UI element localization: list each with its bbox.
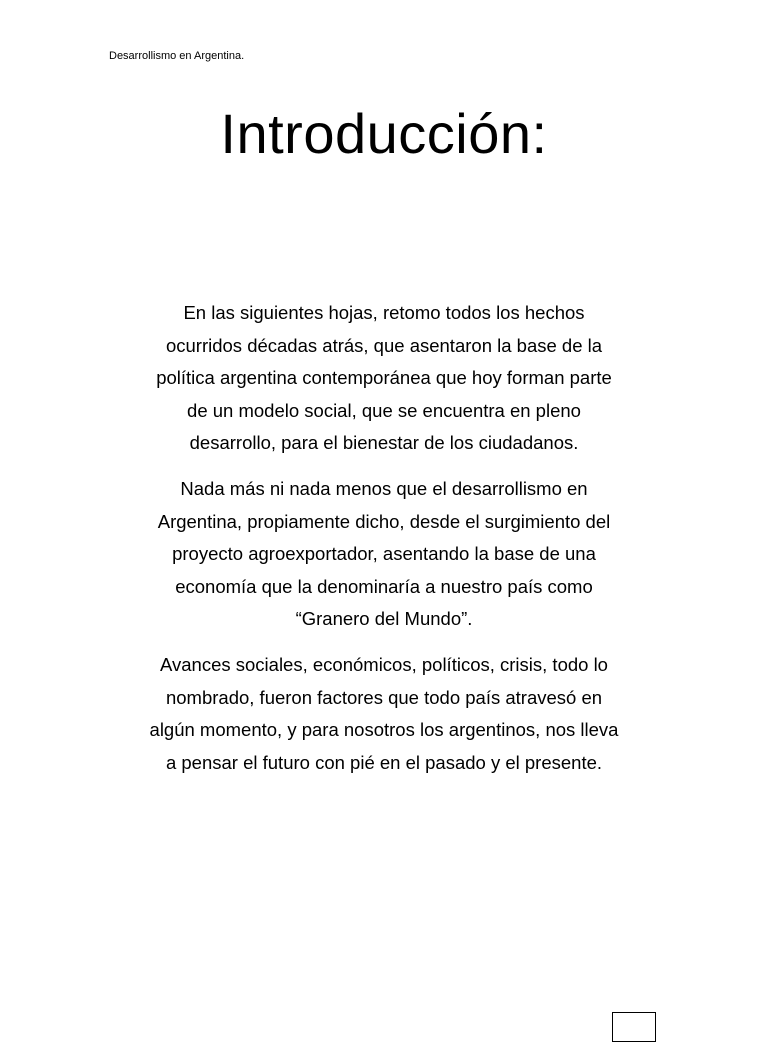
paragraph-line: a pensar el futuro con pié en el pasado y el presente. xyxy=(165,751,603,773)
paragraph-line: de un modelo social, que se encuentra en pleno xyxy=(187,399,581,421)
paragraph-2 xyxy=(112,473,656,636)
paragraph-1 xyxy=(112,297,656,460)
paragraph-line: Avances sociales, económicos, políticos, crisis, todo lo xyxy=(160,653,608,675)
page-title: Introducción: xyxy=(220,102,548,165)
paragraph-line: En las siguientes hojas, retomo todos los hechos xyxy=(183,302,585,323)
paragraph-line: economía que la denominaría a nuestro país como xyxy=(175,575,593,597)
paragraph-3 xyxy=(112,649,656,779)
paragraph-line: proyecto agroexportador, asentando la base de una xyxy=(172,543,596,565)
paragraph-line: ocurridos décadas atrás, que asentaron la base de la xyxy=(165,334,603,356)
introduction-body xyxy=(112,297,656,792)
paragraph-line: “Granero del Mundo”. xyxy=(295,608,473,630)
paragraph-line: nombrado, fueron factores que todo país atravesó en xyxy=(165,686,603,708)
paragraph-line: Argentina, propiamente dicho, desde el surgimiento del xyxy=(157,510,611,532)
paragraph-line: política argentina contemporánea que hoy forman parte xyxy=(156,367,612,389)
paragraph-line: algún momento, y para nosotros los argentinos, nos lleva xyxy=(149,719,619,741)
running-header: Desarrollismo en Argentina. xyxy=(109,50,245,62)
paragraph-line: Nada más ni nada menos que el desarrollismo en xyxy=(180,477,588,499)
page-number-box xyxy=(612,1012,656,1042)
paragraph-line: desarrollo, para el bienestar de los ciudadanos. xyxy=(189,432,579,454)
